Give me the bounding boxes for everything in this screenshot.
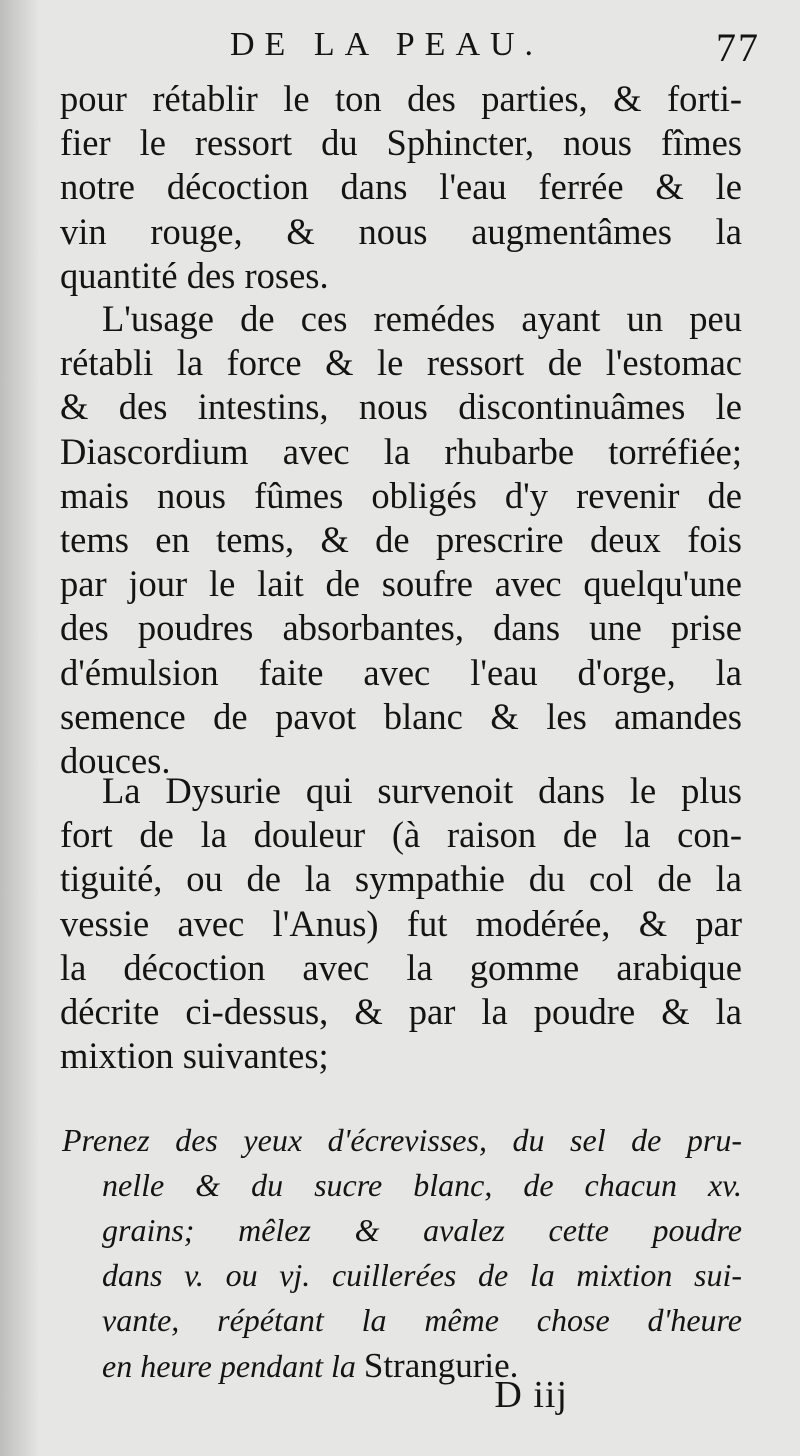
text-line: & des intestins, nous discontinuâmes le: [60, 386, 742, 428]
text-line: fier le ressort du Sphincter, nous fîmes: [60, 122, 742, 164]
recipe-last-line-roman: Strangurie.: [363, 1346, 519, 1385]
text-line: notre décoction dans l'eau ferrée & le: [60, 166, 742, 208]
text-line: semence de pavot blanc & les amandes: [60, 695, 742, 737]
recipe-last-line-italic: en heure pendant la: [102, 1348, 356, 1384]
recipe-last-line: [62, 1343, 742, 1389]
text-line: la décoction avec la gomme arabique: [60, 946, 742, 988]
text-line: mais nous fûmes obligés d'y revenir de: [60, 474, 742, 516]
text-line: fort de la douleur (à raison de la con-: [60, 814, 742, 856]
text-line: tiguité, ou de la sympathie du col de la: [60, 858, 742, 900]
text-line: pour rétablir le ton des parties, & forti-: [60, 78, 742, 119]
text-line: des poudres absorbantes, dans une prise: [60, 607, 742, 649]
text-line: par jour le lait de soufre avec quelqu'une: [60, 563, 742, 605]
running-title: DE LA PEAU.: [230, 26, 544, 63]
recipe-prescription: [62, 1118, 742, 1389]
text-line: mixtion suivantes;: [60, 1035, 329, 1077]
text-line: L'usage de ces remédes ayant un peu: [102, 298, 742, 339]
text-line: rétabli la force & le ressort de l'estomac: [60, 342, 742, 384]
text-line: décrite ci-dessus, & par la poudre & la: [60, 991, 742, 1033]
text-line: vessie avec l'Anus) fut modérée, & par: [60, 902, 742, 944]
text-line: quantité des roses.: [60, 254, 329, 296]
page-number: 77: [716, 25, 760, 70]
paragraph-2: [60, 297, 742, 783]
text-line: tems en tems, & de prescrire deux fois: [60, 519, 742, 561]
recipe-line: nelle & du sucre blanc, de chacun xv.: [102, 1167, 742, 1203]
recipe-line: vante, répétant la même chose d'heure: [102, 1302, 742, 1338]
recipe-line: grains; mêlez & avalez cette poudre: [102, 1212, 742, 1248]
recipe-line: Prenez des yeux d'écrevisses, du sel de pru-: [62, 1122, 742, 1158]
paragraph-1: [60, 77, 742, 298]
text-line: Diascordium avec la rhubarbe torréfiée;: [60, 430, 742, 472]
text-line: douces.: [60, 740, 171, 782]
page-header: [230, 25, 760, 70]
paragraph-3: [60, 769, 742, 1078]
text-line: vin rouge, & nous augmentâmes la: [60, 210, 742, 252]
recipe-line: dans v. ou vj. cuillerées de la mixtion sui-: [102, 1257, 742, 1293]
text-line: La Dysurie qui survenoit dans le plus: [102, 770, 742, 811]
text-line: d'émulsion faite avec l'eau d'orge, la: [60, 651, 742, 693]
signature-mark: D iij: [494, 1374, 568, 1416]
